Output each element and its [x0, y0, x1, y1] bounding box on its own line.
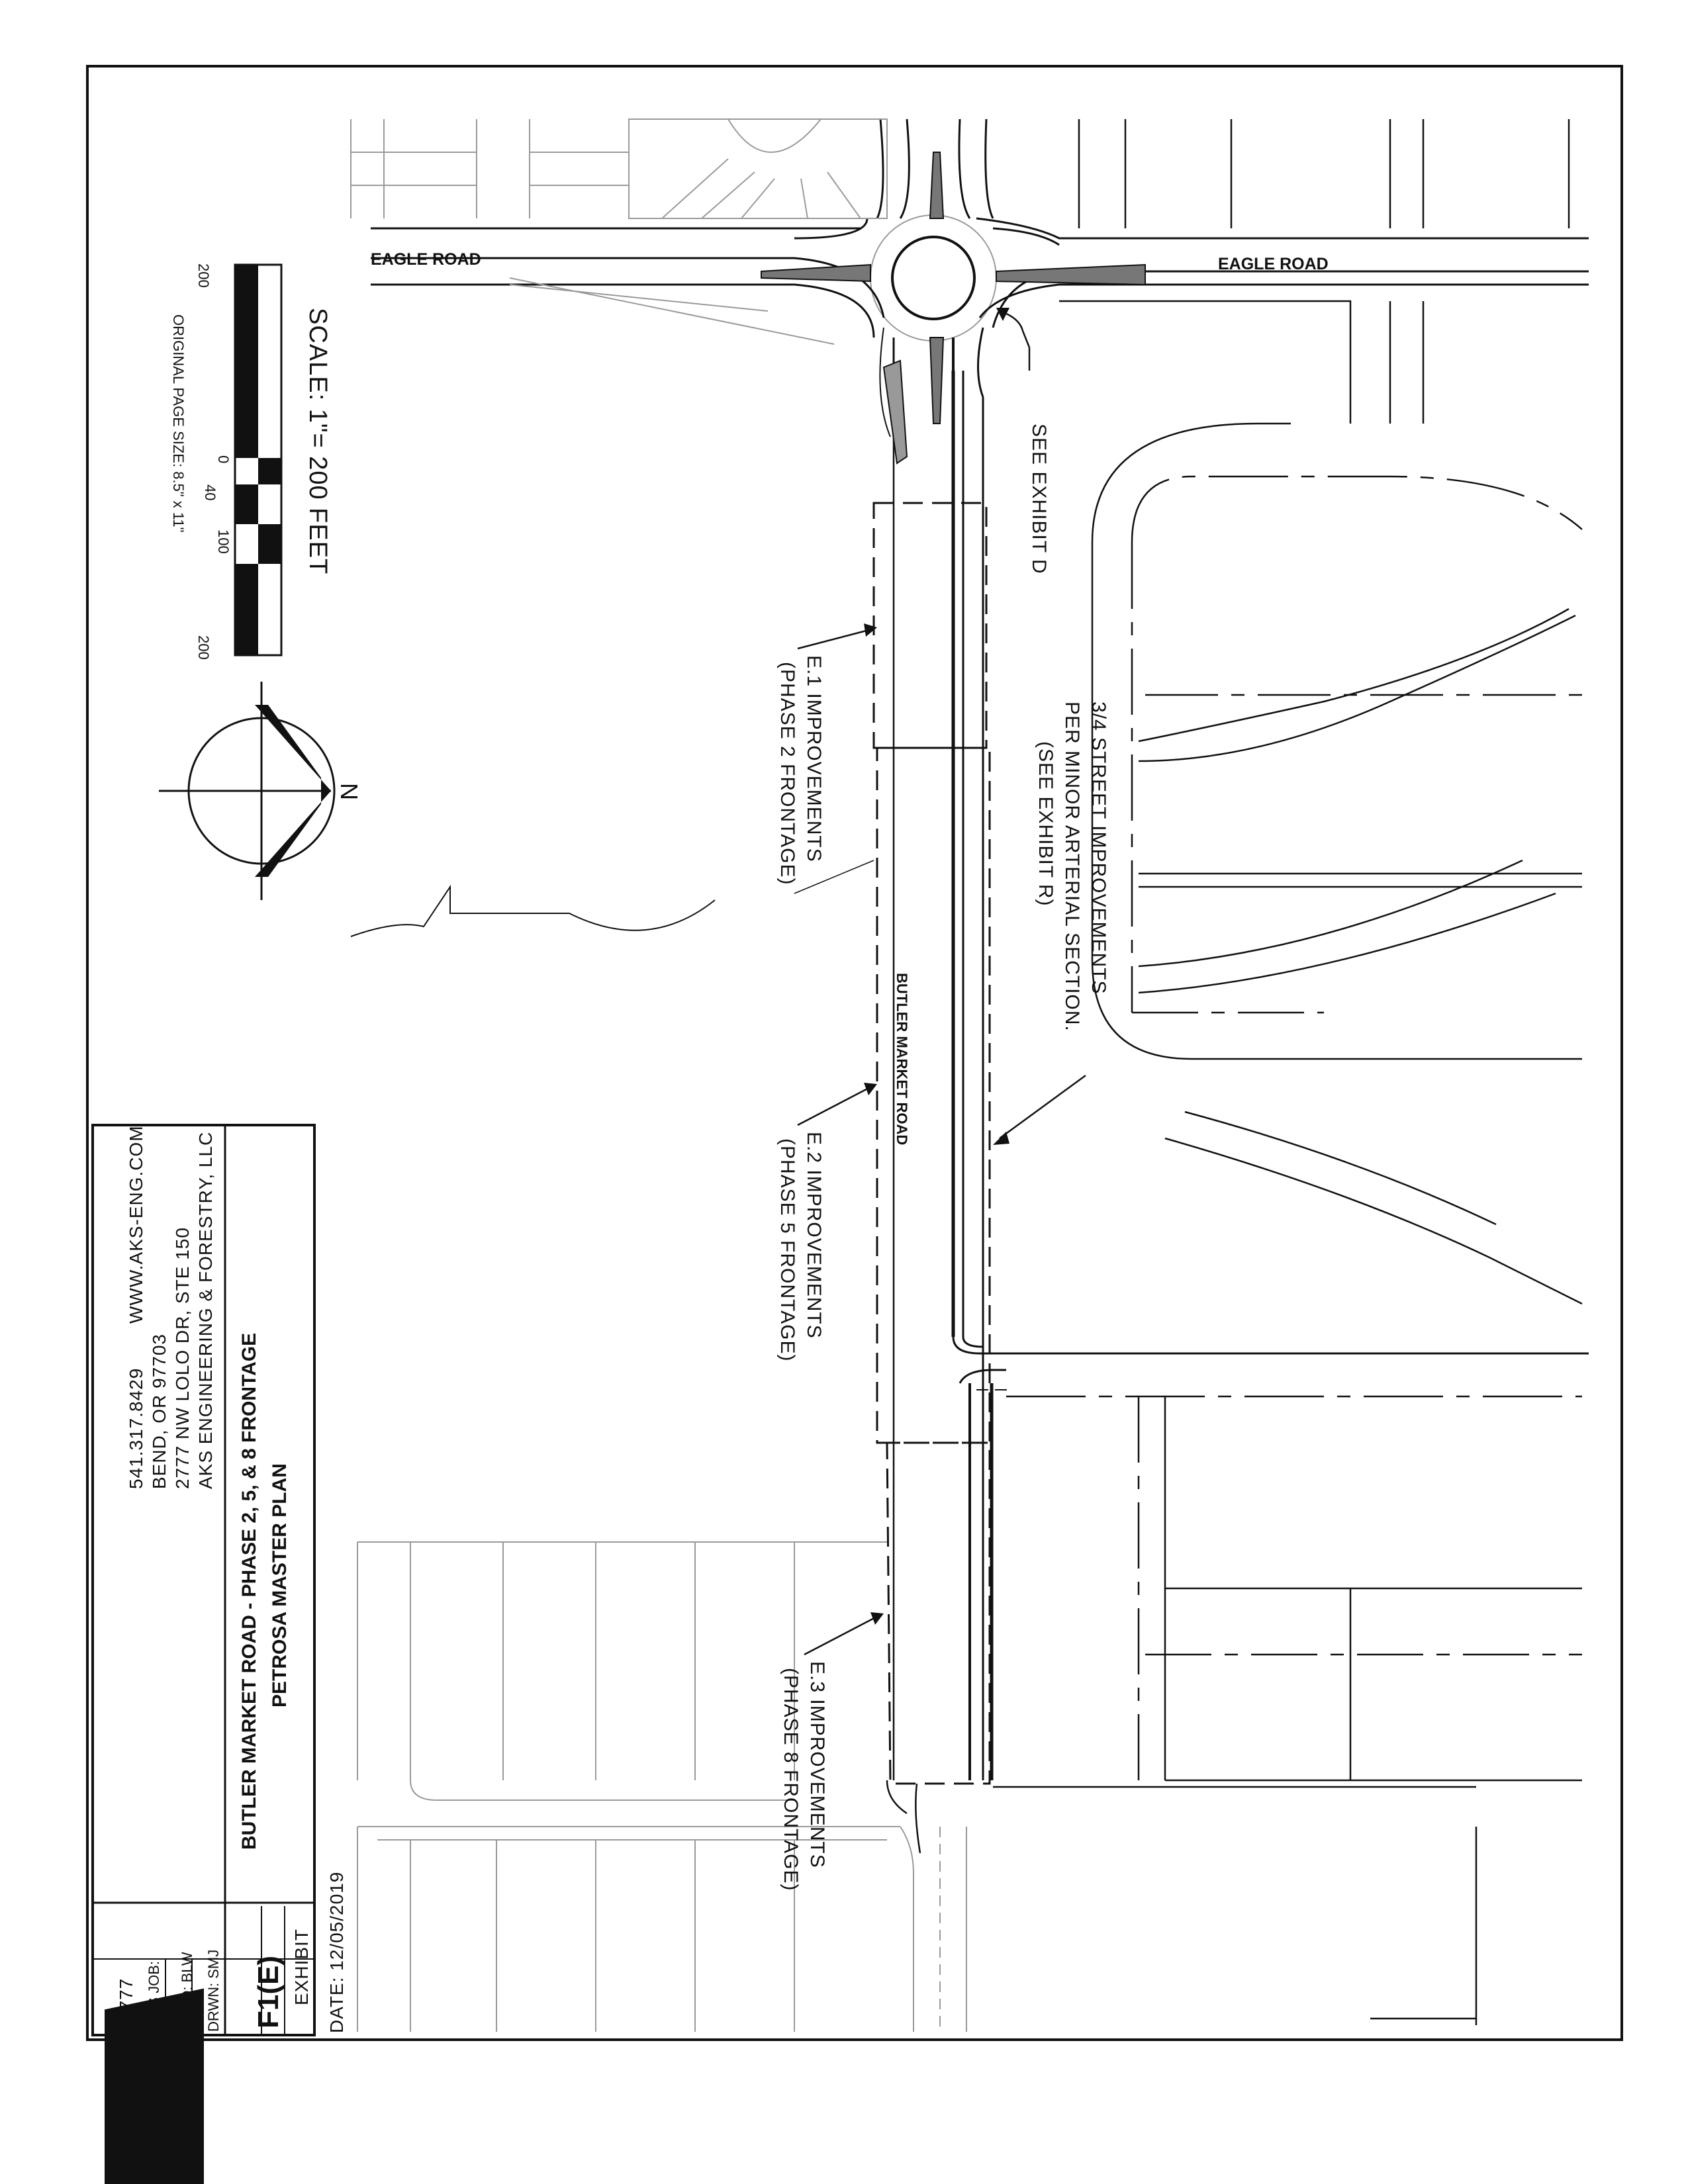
e1-improvements-callout — [776, 655, 825, 885]
svg-text:E.3 IMPROVEMENTS: E.3 IMPROVEMENTS — [806, 1661, 828, 1868]
scale-tick-200-left: 200 — [195, 263, 212, 288]
roundabout — [892, 237, 974, 319]
map-linework — [351, 119, 1589, 2032]
e3-boundary — [880, 1443, 990, 1784]
scale-tick-0: 0 — [215, 455, 232, 464]
svg-text:PER MINOR ARTERIAL SECTION.: PER MINOR ARTERIAL SECTION. — [1061, 702, 1083, 1032]
drawn-by: DRWN: SMJ — [205, 1949, 222, 2032]
see-exhibit-d-callout: SEE EXHIBIT D — [1028, 424, 1050, 574]
scale-tick-200-right: 200 — [195, 635, 212, 660]
aks-logo-text: AKS — [114, 1694, 211, 1876]
svg-text:(PHASE 8 FRONTAGE): (PHASE 8 FRONTAGE) — [780, 1668, 802, 1891]
e2-improvements-callout — [776, 1132, 825, 1361]
north-arrow — [159, 682, 363, 900]
scale-tick-40: 40 — [202, 484, 218, 501]
title-sheet: BUTLER MARKET ROAD - PHASE 2, 5, & 8 FRONTAGE — [238, 1332, 260, 1850]
title-address1: 2777 NW LOLO DR, STE 150 — [172, 1227, 193, 1489]
eagle-road-west-label: EAGLE ROAD — [371, 250, 481, 269]
scale-tick-100: 100 — [215, 529, 232, 554]
svg-text:(SEE EXHIBIT R): (SEE EXHIBIT R) — [1035, 741, 1056, 907]
svg-text:E.1 IMPROVEMENTS: E.1 IMPROVEMENTS — [803, 655, 825, 862]
title-phone: 541.317.8429 — [126, 1367, 146, 1489]
svg-text:(PHASE 5 FRONTAGE): (PHASE 5 FRONTAGE) — [776, 1138, 798, 1362]
exhibit-number: F1(E) — [252, 1956, 285, 2028]
eagle-road-east-label: EAGLE ROAD — [1218, 255, 1329, 273]
title-date: DATE: 12/05/2019 — [326, 1871, 347, 2033]
north-label: N — [336, 783, 363, 801]
svg-text:3/4 STREET IMPROVEMENTS: 3/4 STREET IMPROVEMENTS — [1088, 702, 1109, 995]
title-project: PETROSA MASTER PLAN — [269, 1463, 291, 1707]
aks-logo — [105, 1695, 211, 2184]
title-website: WWW.AKS-ENG.COM — [126, 1125, 146, 1324]
e3-improvements-callout — [780, 1661, 828, 1891]
svg-text:(PHASE 2 FRONTAGE): (PHASE 2 FRONTAGE) — [776, 662, 798, 886]
scale-bar — [170, 263, 332, 660]
title-company: AKS ENGINEERING & FORESTRY, LLC — [195, 1131, 216, 1489]
e1-boundary — [874, 503, 986, 748]
exhibit-label: EXHIBIT — [291, 1929, 312, 2005]
street-improvements-callout — [1035, 702, 1109, 1032]
job-label: AKS JOB: — [146, 1960, 162, 2026]
checked-by: CHKD: BLW — [179, 1952, 195, 2032]
svg-text:E.2 IMPROVEMENTS: E.2 IMPROVEMENTS — [803, 1132, 825, 1339]
scale-title: SCALE: 1"= 200 FEET — [304, 308, 332, 575]
butler-market-road-label: BUTLER MARKET ROAD — [894, 973, 910, 1146]
title-address2: BEND, OR 97703 — [149, 1334, 169, 1489]
title-block — [93, 1125, 347, 2184]
scale-page-size: ORIGINAL PAGE SIZE: 8.5" x 11" — [170, 314, 187, 533]
job-number: 6777 — [116, 1978, 136, 2022]
